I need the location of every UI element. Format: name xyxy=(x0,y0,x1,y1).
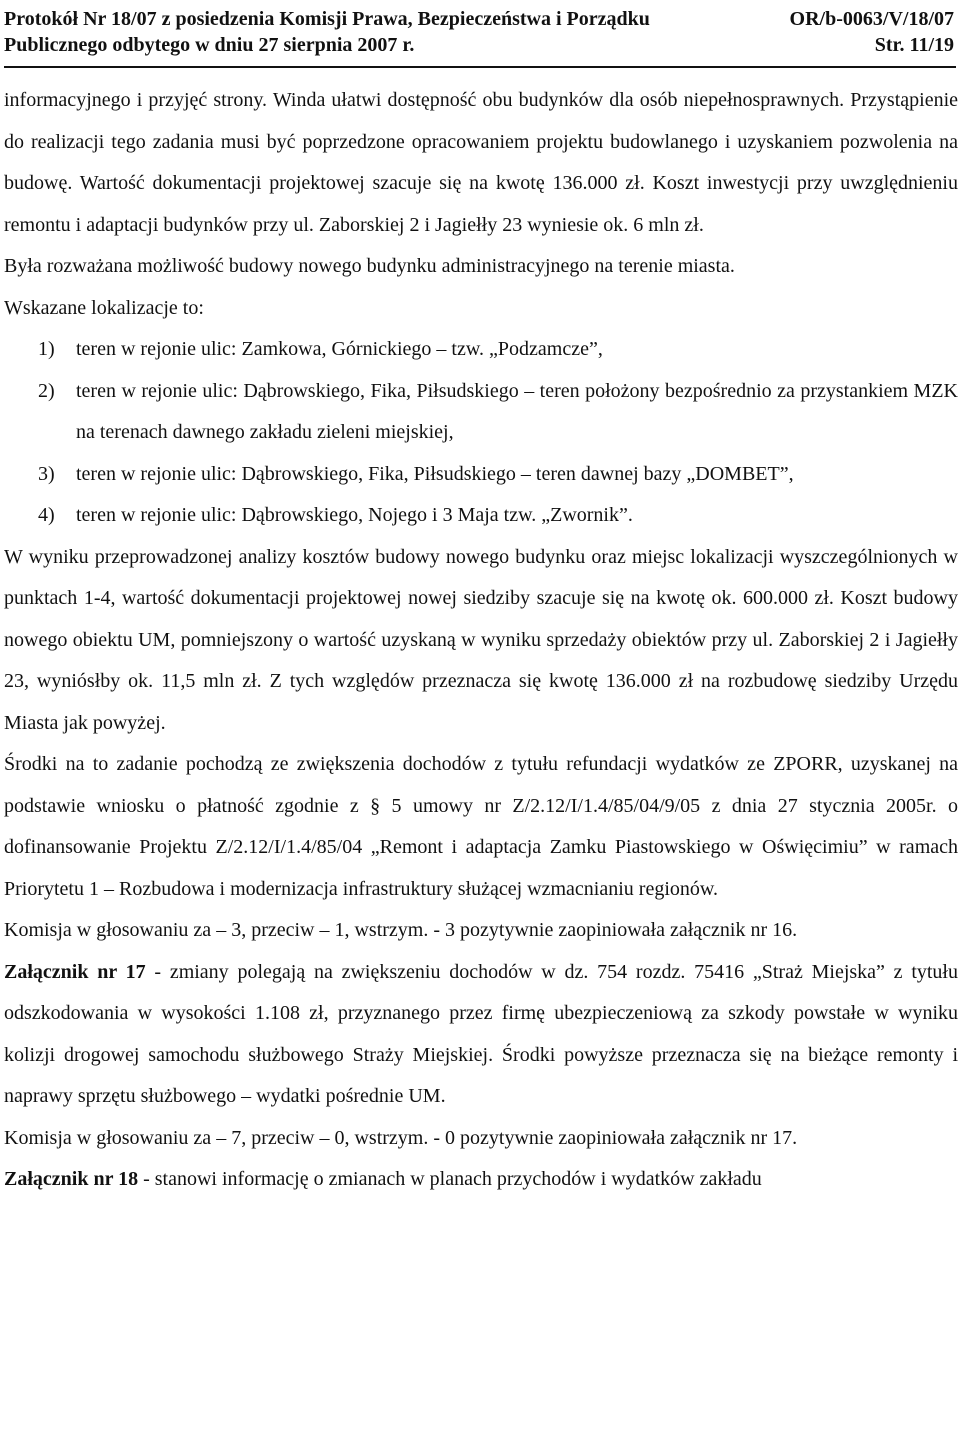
attachment-18 xyxy=(4,1159,958,1201)
list-item: 4) teren w rejonie ulic: Dąbrowskiego, Nojego i 3 Maja tzw. „Zwornik”. xyxy=(38,504,633,526)
paragraph-funding-source: Środki na to zadanie pochodzą ze zwiększenia dochodów z tytułu refundacji wydatków ze ZPORR, uzyskanej na podstawie wniosku o płatność zgodnie z § 5 umowy nr Z/2.12/I/1.4/85/04/9/05 z dnia 27 stycznia 2005r. o dofinansowanie Projektu Z/2.12/I/1.4/85/04 „Remont i adaptacja Zamku Piastowskiego w Oświęcimiu” w ramach Priorytetu 1 – Rozbudowa i modernizacja infrastruktury służącej wzmacnianiu regionów. xyxy=(4,753,958,900)
attachment-18-text: - stanowi informację o zmianach w planach przychodów i wydatków zakładu xyxy=(138,1168,762,1190)
locations-list xyxy=(4,329,958,537)
header-title-line1: Protokół Nr 18/07 z posiedzenia Komisji Prawa, Bezpieczeństwa i Porządku xyxy=(4,8,650,30)
attachment-17-label: Załącznik nr 17 xyxy=(4,960,146,983)
page-header xyxy=(4,6,954,58)
paragraph-locations-intro: Wskazane lokalizacje to: xyxy=(4,296,204,319)
list-item: 1) teren w rejonie ulic: Zamkowa, Górnickiego – tzw. „Podzamcze”, xyxy=(38,338,603,360)
attachment-18-label: Załącznik nr 18 xyxy=(4,1168,139,1190)
paragraph-elevator-cost: informacyjnego i przyjęć strony. Winda ułatwi dostępność obu budynków dla osób niepełnosprawnych. Przystąpienie do realizacji tego zadania musi być poprzedzone opracowaniem projektu budowlanego i uzyskaniem pozwolenia na budowę. Wartość dokumentacji projektowej szacuje się na kwotę 136.000 zł. Koszt inwestycji przy uwzględnieniu remontu i adaptacji budynków przy ul. Zaborskiej 2 i Jagiełły 23 wyniesie ok. 6 mln zł. xyxy=(4,89,958,236)
attachment-17-text: - zmiany polegają na zwiększeniu dochodów w dz. 754 rozdz. 75416 „Straż Miejska” z tytułu odszkodowania w wysokości 1.108 zł, przyznanego przez firmę ubezpieczeniową za szkody powstałe w wyniku kolizji drogowej samochodu służbowego Straży Miejskiej. Środki powyższe przeznacza się na bieżące remonty i naprawy sprzętu służbowego – wydatki pośrednie UM. xyxy=(4,960,958,1107)
document-id: OR/b-0063/V/18/07 xyxy=(789,8,954,30)
attachment-17 xyxy=(4,952,958,1118)
vote-result-17: Komisja w głosowaniu za – 7, przeciw – 0, wstrzym. - 0 pozytywnie zaopiniowała załącznik nr 17. xyxy=(4,1126,798,1149)
paragraph-cost-analysis: W wyniku przeprowadzonej analizy kosztów budowy nowego budynku oraz miejsc lokalizacji wyszczególnionych w punktach 1-4, wartość dokumentacji projektowej nowej siedziby szacuje się na kwotę ok. 600.000 zł. Koszt budowy nowego obiektu UM, pomniejszony o wartość uzyskaną w wyniku sprzedaży obiektów przy ul. Zaborskiej 2 i Jagiełły 23, wyniósłby ok. 11,5 mln zł. Z tych względów przeznacza się kwotę 136.000 zł na rozbudowę siedziby Urzędu Miasta jak powyżej. xyxy=(4,545,958,734)
document-body xyxy=(4,80,958,1201)
list-item: 2) teren w rejonie ulic: Dąbrowskiego, Fika, Piłsudskiego – teren położony bezpośrednio za przystankiem MZK na terenach dawnego zakładu zieleni miejskiej, xyxy=(38,379,958,443)
header-divider xyxy=(4,66,956,68)
vote-result-16: Komisja w głosowaniu za – 3, przeciw – 1, wstrzym. - 3 pozytywnie zaopiniowała załącznik nr 16. xyxy=(4,919,798,941)
paragraph-new-building: Była rozważana możliwość budowy nowego budynku administracyjnego na terenie miasta. xyxy=(4,255,735,277)
page-number: Str. 11/19 xyxy=(874,34,954,56)
list-item: 3) teren w rejonie ulic: Dąbrowskiego, Fika, Piłsudskiego – teren dawnej bazy „DOMBET”, xyxy=(38,462,794,485)
header-title-line2: Publicznego odbytego w dniu 27 sierpnia 2007 r. xyxy=(4,34,415,56)
